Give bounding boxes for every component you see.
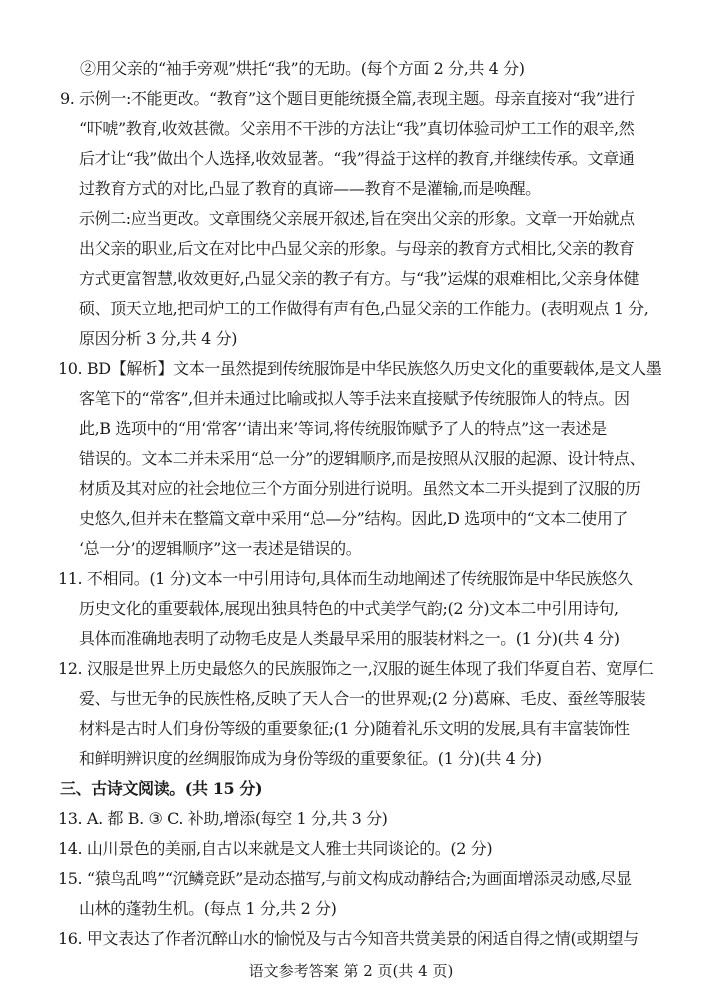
answer-10-line-1: 10. BD【解析】文本一虽然提到传统服饰是中华民族悠久历史文化的重要载体,是文人墨: [58, 359, 662, 378]
answer-12-line-4: 和鲜明辨识度的丝绸服饰成为身份等级的重要象征。(1 分)(共 4 分): [79, 749, 542, 768]
answer-9-example2-line-3: 方式更富智慧,收效更好,凸显父亲的教子有方。与“我”运煤的艰难相比,父亲身体健: [79, 269, 640, 288]
answer-9-example2-line-5: 原因分析 3 分,共 4 分): [79, 329, 238, 348]
answer-15-line-1: 15. “猿鸟乱鸣”“沉鳞竞跃”是动态描写,与前文构成动静结合;为画面增添灵动感,尽显: [58, 869, 632, 888]
answer-16-line-1: 16. 甲文表达了作者沉醉山水的愉悦及与古今知音共赏美景的闲适自得之情(或期望与: [58, 929, 639, 948]
answer-12-line-1: 12. 汉服是世界上历史最悠久的民族服饰之一,汉服的诞生体现了我们华夏自若、宽厚仁: [58, 659, 654, 678]
page-footer: 语文参考答案 第 2 页(共 4 页): [248, 962, 454, 980]
answer-10-line-6: 史悠久,但并未在整篇文章中采用“总—分”结构。因此,D 选项中的“文本二使用了: [79, 509, 629, 528]
answer-15-line-2: 山林的蓬勃生机。(每点 1 分,共 2 分): [79, 899, 337, 918]
answer-9-example2-line-2: 出父亲的职业,后文在对比中凸显父亲的形象。与母亲的教育方式相比,父亲的教育: [79, 239, 635, 258]
answer-10-line-4: 错误的。文本二并未采用“总一分”的逻辑顺序,而是按照从汉服的起源、设计特点、: [79, 449, 646, 468]
answer-13: 13. A. 都 B. ③ C. 补助,增添(每空 1 分,共 3 分): [58, 809, 388, 828]
section-3-heading: 三、古诗文阅读。(共 15 分): [60, 779, 263, 798]
answer-12-line-3: 材料是古时人们身份等级的重要象征;(1 分)随着礼乐文明的发展,具有丰富装饰性: [79, 719, 630, 738]
answer-12-line-2: 爱、与世无争的民族性格,反映了天人合一的世界观;(2 分)葛麻、毛皮、蚕丝等服装: [79, 689, 646, 708]
answer-10-line-5: 材质及其对应的社会地位三个方面分别进行说明。虽然文本二开头提到了汉服的历: [79, 479, 641, 498]
answer-9-line-4: 过教育方式的对比,凸显了教育的真谛——教育不是灌输,而是唤醒。: [79, 179, 541, 198]
answer-14: 14. 山川景色的美丽,自古以来就是文人雅士共同谈论的。(2 分): [58, 839, 493, 858]
answer-9-line-2: “吓唬”教育,收效甚微。父亲用不干涉的方法让“我”真切体验司炉工工作的艰辛,然: [79, 119, 635, 138]
answer-9-example2-line-4: 硕、顶天立地,把司炉工的工作做得有声有色,凸显父亲的工作能力。(表明观点 1 分,: [79, 299, 649, 318]
answer-8-point-2: ②用父亲的“袖手旁观”烘托“我”的无助。(每个方面 2 分,共 4 分): [80, 59, 525, 78]
answer-11-line-3: 具体而准确地表明了动物毛皮是人类最早采用的服装材料之一。(1 分)(共 4 分): [79, 629, 620, 648]
answer-11-line-2: 历史文化的重要载体,展现出独具特色的中式美学气韵;(2 分)文本二中引用诗句,: [79, 599, 619, 618]
answer-10-line-7: ‘总一分’的逻辑顺序”这一表述是错误的。: [79, 539, 362, 558]
answer-10-line-2: 客笔下的“常客”,但并未通过比喻或拟人等手法来直接赋予传统服饰人的特点。因: [79, 389, 630, 408]
answer-10-line-3: 此,B 选项中的“用‘常客’‘请出来’等词,将传统服饰赋予了人的特点”这一表述是: [79, 419, 607, 438]
answer-9-line-3: 后才让“我”做出个人选择,收效显著。“我”得益于这样的教育,并继续传承。文章通: [79, 149, 635, 168]
answer-11-line-1: 11. 不相同。(1 分)文本一中引用诗句,具体而生动地阐述了传统服饰是中华民族悠久: [58, 569, 633, 588]
answer-9-example2-line-1: 示例二:应当更改。文章围绕父亲展开叙述,旨在突出父亲的形象。文章一开始就点: [79, 209, 635, 228]
answer-9-line-1: 9. 示例一:不能更改。“教育”这个题目更能统摄全篇,表现主题。母亲直接对“我”进行: [60, 89, 635, 108]
